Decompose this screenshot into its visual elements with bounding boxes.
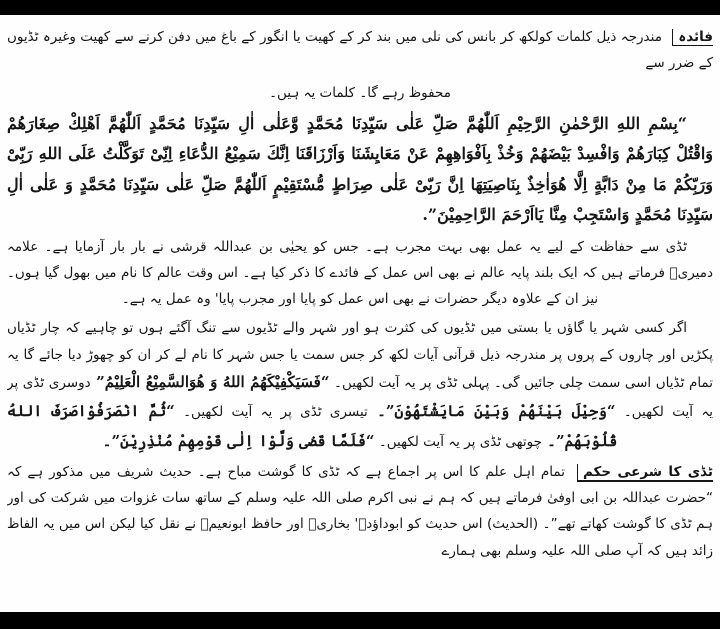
method-text-4: چوتھی ٹڈی پر یہ آیت لکھیں۔ <box>374 433 542 450</box>
quran-verse-3: “ثُمَّ انْصَرَفُوْاصَرَفَ اللهُ قُلُوْبَهُمْ”۔ <box>7 402 618 450</box>
intro-body-text: مندرجہ ذیل کلمات کولکھ کر بانس کی نلی میں بند کر کے کھیت یا انگور کے باغ میں دفن کرنے سے کھیت وغیرہ ٹڈیوں کے ضرر سے <box>7 29 713 72</box>
method-paragraph <box>7 315 713 455</box>
ruling-text-2: (الحدیث) اس حدیث کو ابوداؤدؒ' بخاریؒ اور حافظ ابونعیمؒ نے نقل کیا لیکن اس میں یہ الفاظ زائد ہیں کہ آپ صلی اللہ علیہ وسلم بھی ہمارے <box>7 516 713 559</box>
intro-heading: فائدہ <box>672 29 713 46</box>
scan-artifact-bottom-bar <box>0 612 720 629</box>
method-text-3: تیسری ٹڈی پر یہ آیت لکھیں۔ <box>174 404 368 421</box>
quran-verse-1: “فَسَيَكْفِيْكَهُمُ اللهُ وَ هُوَالسَّمِيْعُ الْعَلِيْمُ” <box>90 373 330 392</box>
ruling-paragraph <box>7 459 713 564</box>
efficacy-paragraph: ٹڈی سے حفاظت کے لیے یہ عمل بھی بہت مجرب ہے۔ جس کو یحیٰی بن عبداللہ قرشی نے بار بار آزمایا ہے۔ علامہ دمیریؒ فرماتے ہیں کہ ایک بلند پایہ عالم نے بھی اس عمل کے فائدے کا ذکر کیا ہے۔ اس وقت عالم کا نام میں بھول گیا ہوں۔ نیز ان کے علاوہ دیگر حضرات نے بھی اس عمل کو پایا اور مجرب پایا' وہ عمل یہ ہے۔ <box>7 238 713 308</box>
hadith-quote: “حضرت عبداللہ بن ابی اوفیٰ فرماتے ہیں کہ ہم نے نبی اکرم صلی اللہ علیہ وسلم کے ساتھ سات غزوات میں شرکت کی اور ہم ٹڈی کا گوشت کھاتے تھے”۔ <box>7 490 713 533</box>
quran-verse-2: “وَحِيْلَ بَيْنَهُمْ وَبَيْنَ مَايَشْتَهُوْنَ”۔ <box>367 402 616 421</box>
method-text-1: اگر کسی شہر یا گاؤں یا بستی میں ٹڈیوں کی کثرت ہو اور شہر والے ٹڈیوں سے تنگ آگئے ہوں تو چاہیے کہ چار ٹڈیاں پکڑیں اور چاروں کے پروں پر مندرجہ ذیل قرآنی آیات لکھ کر جس سمت یا جس شہر کا نام لے کر ان کو چھوڑ دیا جائے گا یہ تمام ٹڈیاں اسی سمت چلی جائیں گی۔ پہلی ٹڈی پر یہ آیت لکھیں۔ <box>7 320 713 392</box>
intro-paragraph <box>7 24 713 77</box>
page-content <box>7 15 713 612</box>
arabic-prayer-block: “بِسْمِ اللهِ الرَّحْمٰنِ الرَّحِيْمِ اَللّٰهُمَّ صَلِّ عَلٰى سَيِّدِنَا مُحَمَّدٍ وَّعَلٰى اٰلِ سَيِّدِنَا مُحَمَّدٍ اَللّٰهُمَّ اَهْلِكْ صِغَارَهُمْ وَاقْتُلْ كِبَارَهُمْ وَافْسِدْ بَيْضَهُمْ وَخُذْ بِاَفْوَاهِهِمْ عَنْ مَعَايِشَنَا وَاَرْزَاقَنَا اِنَّكَ سَمِيْعُ الدُّعَاءِ اِنِّىْ تَوَكَّلْتُ عَلَى اللهِ رَبِّىْ وَرَبِّكُمْ مَا مِنْ دَابَّةٍ اِلَّا هُوَاٰخِذٌ بِنَاصِيَتِهَا اِنَّ رَبِّىْ عَلٰى صِرَاطٍ مُّسْتَقِيْمٍ اَللّٰهُمَّ صَلِّ عَلٰى سَيِّدِنَا مُحَمَّدٍ وَ عَلٰى اٰلِ سَيِّدِنَا مُحَمَّدٍ وَاسْتَجِبْ مِنَّا يَااَرْحَمَ الرَّاحِمِيْنَ”. <box>7 113 713 225</box>
ruling-heading: ٹڈی کا شرعی حکم <box>577 464 713 482</box>
ruling-text-1: تمام اہل علم کا اس پر اجماع ہے کہ ٹڈی کا گوشت مباح ہے۔ حدیث شریف میں مذکور ہے کہ <box>7 463 565 480</box>
method-text-2: دوسری ٹڈی پر یہ آیت لکھیں۔ <box>7 375 713 421</box>
scan-artifact-top-bar <box>0 0 720 15</box>
intro-closing-line: محفوظ رہے گا۔ کلمات یہ ہیں۔ <box>269 84 451 101</box>
quran-verse-4: “فَلَمَّا قَضٰى وَلَّوْا اِلٰى قَوْمِهِمْ مُنْذِرِيْنَ”۔ <box>102 431 375 450</box>
